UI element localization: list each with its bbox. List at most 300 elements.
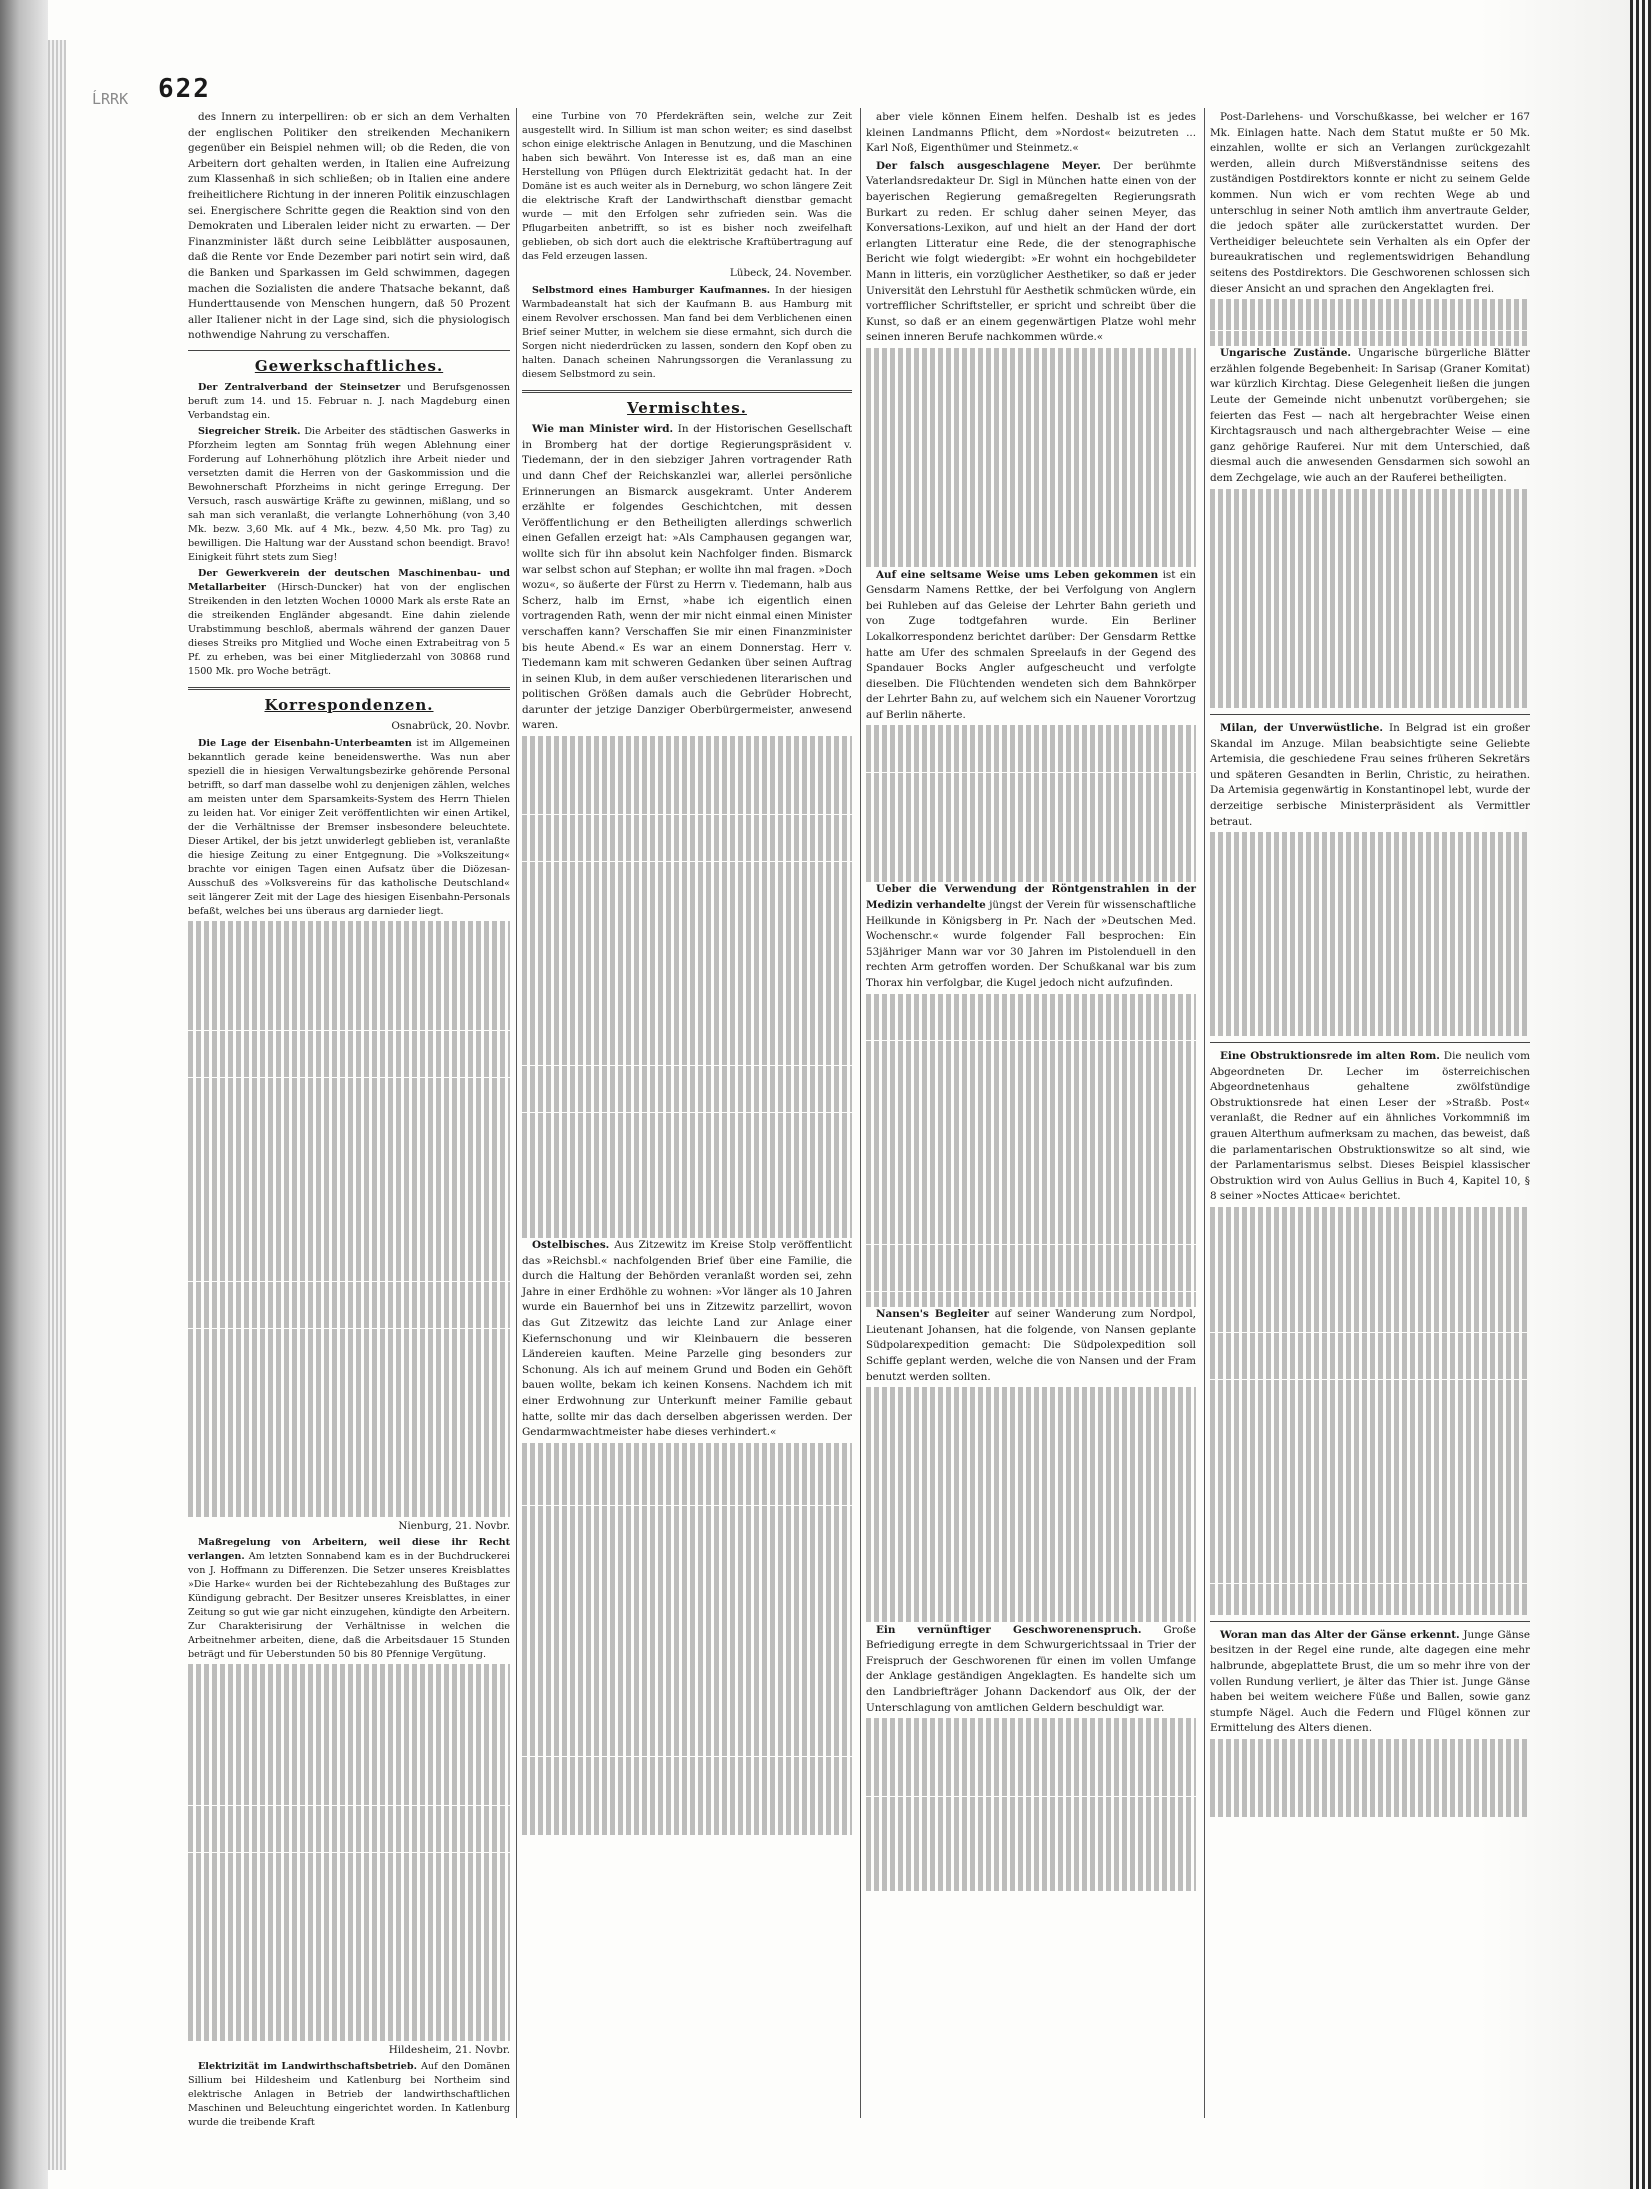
illegible-text-line <box>522 1175 852 1191</box>
illegible-text-line <box>522 909 852 925</box>
illegible-text-line <box>188 1140 510 1156</box>
illegible-text-line <box>1210 661 1530 677</box>
illegible-text-line <box>188 2009 510 2025</box>
illegible-text-line <box>1210 1301 1530 1317</box>
illegible-text-line <box>1210 489 1530 505</box>
illegible-text-line <box>188 1711 510 1727</box>
article-heading: Milan, der Unverwüstliche. <box>1220 722 1384 735</box>
section-heading: Vermischtes. <box>627 398 747 417</box>
illegible-text-line <box>522 862 852 878</box>
article-text: eine Turbine von 70 Pferdekräften sein, welche zur Zeit ausgestellt wird. In Sillium ist man schon weiter; es sind daselbst schon einige elektrische Anlagen in Benutzung, und die Maschinen haben sich bewährt. Von Interesse ist es, daß man an eine Herstellung von Pflügen durch Elektrizität gedacht hat. In der Domäne ist es auch weiter als in Derneburg, wo schon längere Zeit die elektrische Kraft der Landwirthschaft dienstbar gemacht wurde — mit den Erfolgen sehr zufrieden sein. Was die Pflugarbeiten anbetrifft, so ist es bisher noch zweifelhaft geblieben, ob sich dort auch die elektrische Kraftübertragung auf das Feld erzeugen lassen. <box>522 111 852 262</box>
illegible-text-line <box>1210 1005 1530 1021</box>
illegible-text-line <box>188 1234 510 1250</box>
illegible-text-line <box>866 489 1196 505</box>
illegible-text-line <box>188 1391 510 1407</box>
dateline: Osnabrück, 20. Novbr. <box>391 720 510 733</box>
column-rule <box>516 108 517 2118</box>
illegible-text-line <box>1210 1770 1530 1786</box>
illegible-text-line <box>1210 1802 1530 1818</box>
article-heading: Auf eine seltsame Weise ums Leben gekommen <box>876 568 1159 581</box>
illegible-text-line <box>1210 583 1530 599</box>
illegible-text-line <box>866 1781 1196 1797</box>
illegible-text-line <box>1210 911 1530 927</box>
illegible-text-line <box>522 1788 852 1804</box>
article-heading: Eine Obstruktionsrede im alten Rom. <box>1220 1050 1440 1063</box>
illegible-text-line <box>522 1458 852 1474</box>
illegible-text-line <box>866 520 1196 536</box>
illegible-text-line <box>866 1088 1196 1104</box>
illegible-text-line <box>522 830 852 846</box>
divider <box>188 687 510 690</box>
illegible-text-line <box>1210 1395 1530 1411</box>
illegible-text-line <box>188 1664 510 1680</box>
article-text: In Belgrad ist ein großer Skandal im Anzuge. Milan beabsichtigte seine Geliebte Artemisia, die geschiedene Frau seines früheren Sekretärs und späteren Gesandten in Berlin, Christic, zu heirathen. Da Artemisia gegenwärtig in Konstantinopel lebt, wurde der derzeitige serbische Ministerpräsident als Vermittler betraut. <box>1210 722 1531 828</box>
illegible-text-line <box>188 1485 510 1501</box>
article-text: Die Arbeiter des städtischen Gaswerks in Pforzheim legten am Sonntag früh wegen Ablehnung einer Forderung auf Lohnerhöhung plötzlich ihre Arbeit nieder und versetzten damit die Herren von der Gaskommission und die Bewohnerschaft Pforzheims in nicht geringe Erregung. Der Versuch, rasch auswärtige Kräfte zu gewinnen, mißlang, und so sah man sich veranlaßt, die verlangte Lohnerhöhung (von 3,40 Mk. bezw. 3,60 Mk. auf 4 Mk., bezw. 4,50 Mk. pro Tag) zu bewilligen. Die Haltung war der Ausstand schon beendigt. Bravo! Einigkeit führt stets zum Sieg! <box>188 425 511 563</box>
illegible-text-line <box>1210 1505 1530 1521</box>
illegible-text-line <box>522 1003 852 1019</box>
illegible-text-line <box>866 1749 1196 1765</box>
article-text: auf seiner Wanderung zum Nordpol, Lieutenant Johansen, hat die folgende, von Nansen geplante Südpolarexpedition gemacht: Die Südpolexpedition soll Schiffe geplant werden, welche die von Nansen und der Fram benutzt werden sollten. <box>866 1308 1196 1383</box>
illegible-text-line <box>866 505 1196 521</box>
illegible-text-line <box>188 1250 510 1266</box>
illegible-text-line <box>866 473 1196 489</box>
illegible-text-line <box>522 1474 852 1490</box>
illegible-text-line <box>1210 567 1530 583</box>
article-text: Post-Darlehens- und Vorschußkasse, bei welcher er 167 Mk. Einlagen hatte. Nach dem Statut mußte er 50 Mk. einzahlen, wollte er sich an Verlangen zurückgezahlt werden, allein durch Mißverständnisse seitens des zuständigen Postdirektors konnte er nicht zu seinem Gelde kommen. Nun wich er vom rechten Wege ab und unterschlug in seiner Noth amtlich ihm anvertraute Gelder, die jedoch später alle zurückerstattet wurden. Der Vertheidiger beleuchtete sein Verhalten als ein Opfer der bureaukratischen und reglementswidrigen Behandlung seitens des Postdirektors. Die Geschworenen schlossen sich dieser Ansicht an und sprachen den Angeklagten frei. <box>1210 111 1530 295</box>
illegible-text-line <box>1210 504 1530 520</box>
illegible-text-line <box>188 1109 510 1125</box>
article-heading: Der Gewerkverein der deutschen Maschinenbau- und Metallarbeiter <box>188 567 510 593</box>
illegible-text-line <box>866 1607 1196 1623</box>
illegible-text-line <box>866 867 1196 883</box>
illegible-text-line <box>1210 989 1530 1005</box>
illegible-text-line <box>522 767 852 783</box>
article-text: Auf den Domänen Sillium bei Hildesheim und Katlenburg bei Northeim sind elektrische Anlagen in Betrieb der landwirthschaftlichen Maschinen und Beleuchtung eingerichtet worden. In Katlenburg wurde die treibende Kraft <box>188 2061 510 2129</box>
illegible-text-line <box>188 1743 510 1759</box>
article-heading: Ueber die Verwendung der Röntgenstrahlen in der Medizin verhandelte <box>866 883 1196 911</box>
illegible-text-line <box>522 1050 852 1066</box>
illegible-text-line <box>522 956 852 972</box>
article-heading: Maßregelung von Arbeitern, weil diese ihr Recht verlangen. <box>188 1537 510 1563</box>
article-text: Große Befriedigung erregte in dem Schwurgerichtssaal in Trier der Freispruch der Geschworenen für einen im vollen Umfange der Anklage geständigen Angeklagten. Es handelte sich um den Landbriefträger Johann Dackendorf aus Olk, der der Unterschlagung von amtlichen Geldern beschuldigt war. <box>866 1623 1196 1714</box>
illegible-text-line <box>1210 1364 1530 1380</box>
illegible-text-line <box>522 1066 852 1082</box>
illegible-text-line <box>188 921 510 937</box>
illegible-text-line <box>188 1501 510 1517</box>
article-heading: Ostelbisches. <box>532 1239 610 1252</box>
illegible-text-line <box>1210 1786 1530 1802</box>
illegible-text-line <box>866 1292 1196 1308</box>
article-heading: Der falsch ausgeschlagene Meyer. <box>876 159 1101 172</box>
illegible-text-line <box>522 1521 852 1537</box>
illegible-text-line <box>866 1528 1196 1544</box>
divider <box>1210 1621 1530 1622</box>
illegible-text-line <box>522 1631 852 1647</box>
illegible-text-line <box>522 815 852 831</box>
illegible-text-line <box>188 1962 510 1978</box>
illegible-text-line <box>1210 895 1530 911</box>
illegible-text-line <box>866 1718 1196 1734</box>
page-number: 622 <box>158 74 211 104</box>
illegible-text-line <box>1210 958 1530 974</box>
illegible-text-line <box>522 1568 852 1584</box>
illegible-text-line <box>522 1725 852 1741</box>
illegible-text-line <box>866 1450 1196 1466</box>
illegible-text-line <box>188 1172 510 1188</box>
divider <box>1210 714 1530 715</box>
illegible-text-line <box>1210 832 1530 848</box>
illegible-text-line <box>522 1113 852 1129</box>
illegible-text-line <box>188 1470 510 1486</box>
dateline: Lübeck, 24. November. <box>729 267 852 279</box>
illegible-text-line <box>866 773 1196 789</box>
illegible-text-line <box>522 1537 852 1553</box>
divider <box>522 390 852 393</box>
illegible-text-line <box>188 983 510 999</box>
book-page-edge <box>48 40 66 2170</box>
illegible-text-line <box>188 1015 510 1031</box>
article-text: Die neulich vom Abgeordneten Dr. Lecher im österreichischen Abgeordnetenhaus gehaltene zwölfstündige Obstruktionsrede hat einen Leser der »Straßb. Post« veranlaßt, die Redner auf ein ähnliches Vorkommniß im grauen Alterthum aufmerksam zu machen, das beweist, daß die parlamentarischen Obstruktionswitze so alt sind, wie der Parlamentarismus selbst. Dieses Beispiel klassischer Obstruktion wird von Aulus Gellius in Buch 4, Kapitel 10, § 8 seiner »Noctes Atticae« berichtet. <box>1210 1050 1530 1203</box>
illegible-text-line <box>866 1403 1196 1419</box>
article-text: ist im Allgemeinen bekanntlich gerade keine beneidenswerthe. Was nun aber speziell die in hiesigen Verwaltungsbezirke gehörende Personal betrifft, so darf man dasselbe wohl zu denjenigen zählen, welches am meisten unter dem Sparsamkeits-System des Herrn Thielen zu leiden hat. Vor einiger Zeit veröffentlichten wir einen Artikel, der die Verhältnisse der Bremser insbesondere beleuchtete. Dieser Artikel, der bis jetzt unwiderlegt geblieben ist, veranlaßte die hiesige Zeitung zu einer Entgegnung. Die »Volkszeitung« brachte vor einigen Tagen einen Aufsatz über die Diözesan-Ausschuß des »Volksvereins für das katholische Deutschland« seit längerer Zeit mit der Lage des hiesigen Eisenbahn-Personals befaßt, welches bei uns überaus arg darnieder liegt. <box>188 737 510 917</box>
illegible-text-line <box>866 1481 1196 1497</box>
illegible-text-line <box>522 1128 852 1144</box>
illegible-text-line <box>866 458 1196 474</box>
illegible-text-line <box>188 2025 510 2041</box>
illegible-text-line <box>522 1819 852 1835</box>
illegible-text-line <box>866 1434 1196 1450</box>
illegible-text-line <box>522 1191 852 1207</box>
illegible-text-line <box>1210 1599 1530 1615</box>
illegible-text-line <box>1210 1317 1530 1333</box>
illegible-text-line <box>866 1513 1196 1529</box>
illegible-text-line <box>522 971 852 987</box>
illegible-text-line <box>522 940 852 956</box>
illegible-text-line <box>188 936 510 952</box>
article-heading: Elektrizität im Landwirthschaftsbetrieb. <box>198 2061 417 2073</box>
illegible-text-line <box>866 820 1196 836</box>
illegible-text-line <box>1210 1489 1530 1505</box>
illegible-text-line <box>522 1097 852 1113</box>
illegible-text-line <box>866 411 1196 427</box>
illegible-text-line <box>188 1994 510 2010</box>
illegible-text-line <box>1210 1739 1530 1755</box>
illegible-text-line <box>866 1197 1196 1213</box>
illegible-text-line <box>188 1266 510 1282</box>
article-heading: Ein vernünftiger Geschworenenspruch. <box>876 1623 1142 1636</box>
library-stamp: ĹRRK <box>92 90 129 108</box>
article-heading: Ungarische Zustände. <box>1220 347 1352 360</box>
illegible-text-line <box>522 799 852 815</box>
illegible-text-line <box>522 1647 852 1663</box>
illegible-text-line <box>866 1734 1196 1750</box>
illegible-text-line <box>188 1978 510 1994</box>
illegible-text-line <box>522 1772 852 1788</box>
illegible-text-line <box>1210 1552 1530 1568</box>
column-3 <box>866 110 1196 1891</box>
article-text: ist ein Gensdarm Namens Rettke, der bei Verfolgung von Anglern bei Ruhleben auf das Geleise der Lehrter Bahn gerieth und von Zuge todtgefahren wurde. Ein Berliner Lokalkorrespondenz berichtet darüber: Der Gensdarm Rettke hatte am Ufer des schmalen Spreelaufs in der Gegend des Spandauer Bocks Angler aufgescheucht und verfolgte dieselben. Die Flüchtenden wendeten sich dem Bahnkörper der Lehrter Bahn zu, auf welchem sich ein Nauener Vorortzug auf Berlin näherte. <box>866 568 1196 721</box>
illegible-text-line <box>1210 630 1530 646</box>
illegible-text-line <box>1210 536 1530 552</box>
illegible-text-line <box>866 364 1196 380</box>
illegible-text-line <box>188 1727 510 1743</box>
illegible-text-line <box>866 1419 1196 1435</box>
illegible-text-line <box>1210 942 1530 958</box>
article-heading: Der Zentralverband der Steinsetzer <box>198 381 401 393</box>
illegible-text-line <box>188 1344 510 1360</box>
article-heading: Nansen's Begleiter <box>876 1308 989 1321</box>
illegible-text-line <box>866 426 1196 442</box>
illegible-text-line <box>522 1694 852 1710</box>
illegible-text-line <box>1210 1755 1530 1771</box>
divider <box>188 350 510 351</box>
illegible-text-line <box>866 1560 1196 1576</box>
illegible-text-line <box>866 442 1196 458</box>
illegible-text-line <box>866 1166 1196 1182</box>
illegible-text-line <box>522 752 852 768</box>
illegible-text-line <box>1210 315 1530 331</box>
illegible-text-line <box>188 1947 510 1963</box>
illegible-text-line <box>522 783 852 799</box>
illegible-text-line <box>866 1213 1196 1229</box>
illegible-text-line <box>1210 1568 1530 1584</box>
illegible-text-line <box>188 1282 510 1298</box>
illegible-text-line <box>188 999 510 1015</box>
illegible-text-line <box>866 994 1196 1010</box>
illegible-text-line <box>188 1219 510 1235</box>
illegible-text-line <box>188 1329 510 1345</box>
illegible-text-line <box>866 552 1196 568</box>
illegible-text-line <box>866 1387 1196 1403</box>
illegible-text-line <box>522 1678 852 1694</box>
illegible-text-line <box>522 1741 852 1757</box>
illegible-text-line <box>188 1407 510 1423</box>
illegible-text-line <box>522 1584 852 1600</box>
illegible-text-line <box>522 1600 852 1616</box>
illegible-text-line <box>866 1466 1196 1482</box>
article-text: (Hirsch-Duncker) hat von der englischen Streikenden in den letzten Wochen 10000 Mark als erste Rate an die streikenden Engländer abgesandt. Eine dahin zielende Urabstimmung beschloß, abermals während der ganzen Dauer dieses Streiks pro Mitglied und Woche einen Extrabeitrag von 5 Pf. zu erheben, was bei einer Mitgliederzahl von 30868 rund 1500 Mk. pro Woche beträgt. <box>188 581 510 677</box>
illegible-text-line <box>188 968 510 984</box>
section-heading: Korrespondenzen. <box>264 695 434 714</box>
illegible-text-line <box>188 1900 510 1916</box>
illegible-text-line <box>866 1276 1196 1292</box>
illegible-text-line <box>188 1915 510 1931</box>
illegible-text-line <box>188 1203 510 1219</box>
illegible-text-line <box>866 1119 1196 1135</box>
illegible-text-line <box>522 1662 852 1678</box>
illegible-text-line <box>1210 1411 1530 1427</box>
article-text: aber viele können Einem helfen. Deshalb ist es jedes kleinen Landmanns Pflicht, dem »Nordost« beizutreten ... Karl Noß, Eigenthümer und Steinmetz.« <box>866 111 1196 155</box>
illegible-text-line <box>188 1078 510 1094</box>
article-heading: Wie man Minister wird. <box>532 423 674 436</box>
article-text: In der Historischen Gesellschaft in Bromberg hat der dortige Regierungspräsident v. Tiedemann, der in den siebziger Jahren vortragender Rath und dann Chef der Reichskanzlei war, allerlei persönliche Erinnerungen an Bismarck ausgekramt. Unter Anderem erzählte er folgendes Geschichtchen, mit dessen Veröffentlichung er den Betheiligten allerdings schwerlich einen Gefallen erzeigt hat: »Als Camphausen gegangen war, wollte sich für ihn absolut kein Nachfolger finden. Bismarck war selbst schon auf Stephan; er wollte ihn mal fragen. »Doch wozu«, so äußerte der Fürst zu Herrn v. Tiedemann, halb aus Scherz, halb im Ernst, »habe ich eigentlich einen vortragenden Rath, wenn der mir nicht einmal einen Minister verschaffen kann? Verschaffen Sie mir einen Finanzminister bis heute Abend.« Es war an einem Donnerstag. Herr v. Tiedemann kam mit schweren Gedanken über seinen Auftrag in seinen Klub, in dem außer verschiedenen literarischen und politischen Größen damals auch die Gebrüder Hobrecht, darunter der jetzige Danziger Oberbürgermeister, anwesend waren. <box>522 423 852 732</box>
illegible-text-line <box>866 757 1196 773</box>
illegible-text-line <box>522 1081 852 1097</box>
illegible-text-line <box>188 1438 510 1454</box>
illegible-text-line <box>866 1072 1196 1088</box>
illegible-text-line <box>1210 973 1530 989</box>
article-text: Am letzten Sonnabend kam es in der Buchdruckerei von J. Hoffmann zu Differenzen. Die Setzer unseres Kreisblattes »Die Harke« wurden bei der Richtebezahlung des Bußtages zur Kündigung gebracht. Der Besitzer unseres Kreisblattes, in einer Zeitung so gut wie gar nicht einzugehen, kündigte den Arbeitern. Zur Charakterisirung der Verhältnisse in welchen die Arbeitnehmer arbeiten, diene, daß die Arbeitsdauer 15 Stunden beträgt und für Ueberstunden 50 bis 80 Pfennige Vergütung. <box>188 1551 510 1661</box>
illegible-text-line <box>1210 1458 1530 1474</box>
illegible-text-line <box>522 877 852 893</box>
illegible-text-line <box>188 1423 510 1439</box>
illegible-text-line <box>188 1853 510 1869</box>
illegible-text-line <box>522 987 852 1003</box>
illegible-text-line <box>866 1812 1196 1828</box>
illegible-text-line <box>188 1774 510 1790</box>
section-heading: Gewerkschaftliches. <box>254 356 444 375</box>
illegible-text-line <box>522 846 852 862</box>
dateline: Nienburg, 21. Novbr. <box>398 1519 510 1532</box>
illegible-text-line <box>522 1160 852 1176</box>
illegible-text-line <box>188 1187 510 1203</box>
illegible-text-line <box>866 1828 1196 1844</box>
article-heading: Woran man das Alter der Gänse erkennt. <box>1220 1628 1460 1641</box>
illegible-text-line <box>1210 692 1530 708</box>
column-1 <box>188 110 510 2132</box>
illegible-text-line <box>1210 677 1530 693</box>
illegible-text-line <box>188 1031 510 1047</box>
illegible-text-line <box>188 1297 510 1313</box>
illegible-text-line <box>866 1544 1196 1560</box>
illegible-text-line <box>188 1360 510 1376</box>
illegible-text-line <box>522 1018 852 1034</box>
illegible-text-line <box>522 1222 852 1238</box>
illegible-text-line <box>1210 551 1530 567</box>
illegible-text-line <box>188 1376 510 1392</box>
illegible-text-line <box>866 348 1196 364</box>
illegible-text-line <box>188 1046 510 1062</box>
illegible-text-line <box>1210 1223 1530 1239</box>
illegible-text-line <box>866 1844 1196 1860</box>
article-text: Junge Gänse besitzen in der Regel eine runde, alte dagegen eine mehr halbrunde, abgeplattete Brust, die um so mehr ihre von der vollen Rundung verliert, je älter das Thier ist. Junge Gänse haben bei weitem weichere Füße und Ballen, sowie ganz stumpfe Nägel. Auch die Federn und Flügel können zur Ermittelung des Alters dienen. <box>1210 1628 1531 1735</box>
illegible-text-line <box>866 835 1196 851</box>
illegible-text-line <box>1210 879 1530 895</box>
illegible-text-line <box>188 1806 510 1822</box>
article-text: Ungarische bürgerliche Blätter erzählen folgende Begebenheit: In Sarisap (Graner Komitat) war kürzlich Kirchtag. Diese Gelegenheit ließen die jungen Leute der Gemeinde nicht unbenutzt vorübergehen; sie feierten das Fest — nach alt hergebrachter Weise einen Kirchtagsrausch und nach althergebrachter Weise — eine ganz gehörige Rauferei. Nur mit dem Unterschied, daß diesmal auch die anwesenden Gensdarmen sich sowohl an dem Zechgelage, wie auch an der Rauferei betheiligten. <box>1210 347 1530 484</box>
illegible-text-line <box>522 1034 852 1050</box>
illegible-text-line <box>866 741 1196 757</box>
page-stack-edge <box>1630 0 1652 2189</box>
illegible-text-line <box>866 1875 1196 1891</box>
illegible-text-line <box>866 1797 1196 1813</box>
illegible-text-line <box>188 1093 510 1109</box>
illegible-text-line <box>866 395 1196 411</box>
illegible-text-line <box>866 1041 1196 1057</box>
illegible-text-line <box>188 1868 510 1884</box>
illegible-text-line <box>866 379 1196 395</box>
book-spine <box>0 0 48 2189</box>
illegible-text-line <box>1210 1285 1530 1301</box>
illegible-text-line <box>1210 598 1530 614</box>
illegible-text-line <box>188 1156 510 1172</box>
illegible-text-line <box>188 1125 510 1141</box>
illegible-text-line <box>522 1207 852 1223</box>
illegible-text-line <box>866 1591 1196 1607</box>
illegible-text-line <box>1210 520 1530 536</box>
illegible-text-line <box>866 1765 1196 1781</box>
illegible-text-line <box>1210 848 1530 864</box>
illegible-text-line <box>522 1804 852 1820</box>
illegible-text-line <box>866 1575 1196 1591</box>
illegible-text-line <box>522 736 852 752</box>
illegible-text-line <box>866 1260 1196 1276</box>
illegible-text-line <box>1210 1020 1530 1036</box>
illegible-text-line <box>188 1837 510 1853</box>
illegible-text-line <box>866 1025 1196 1041</box>
illegible-text-line <box>1210 1333 1530 1349</box>
illegible-text-line <box>1210 331 1530 347</box>
article-text: jüngst der Verein für wissenschaftliche Heilkunde in Königsberg in Pr. Nach der »Deutschen Med. Wochenschr.« wurde folgender Fall besprochen: Ein 53jähriger Mann war vor 30 Jahren im Pistolenduell in den rechten Arm getroffen worden. Der Schußkanal war bis zum Thorax hin verfolgbar, die Kugel jedoch nicht aufzufinden. <box>866 898 1197 989</box>
illegible-text-line <box>1210 1207 1530 1223</box>
illegible-text-line <box>188 1931 510 1947</box>
illegible-text-line <box>188 1454 510 1470</box>
illegible-text-line <box>1210 1427 1530 1443</box>
illegible-text-line <box>866 851 1196 867</box>
illegible-text-line <box>1210 299 1530 315</box>
illegible-text-line <box>188 1884 510 1900</box>
illegible-text-line <box>188 1821 510 1837</box>
illegible-text-line <box>866 1135 1196 1151</box>
illegible-text-line <box>1210 645 1530 661</box>
column-4 <box>1210 110 1530 1817</box>
article-text: und Berufsgenossen beruft zum 14. und 15. Februar n. J. nach Magdeburg einen Verbandstag ein. <box>188 381 510 421</box>
illegible-text-line <box>866 1056 1196 1072</box>
dateline: Hildesheim, 21. Novbr. <box>388 2043 510 2056</box>
illegible-text-line <box>522 1490 852 1506</box>
illegible-text-line <box>522 1506 852 1522</box>
article-text: In der hiesigen Warmbadeanstalt hat sich der Kaufmann B. aus Hamburg mit einem Revolver erschossen. Man fand bei dem Verblichenen einen Brief seiner Mutter, in welchem sie diese ermahnt, sich durch die Sorgen nicht niederdrücken zu lassen, sondern den Kopf oben zu halten. Danach scheinen Nahrungssorgen die Veranlassung zu diesem Selbstmord zu sein. <box>522 284 852 380</box>
article-heading: Siegreicher Streik. <box>198 425 301 437</box>
illegible-text-line <box>522 1615 852 1631</box>
illegible-text-line <box>188 1062 510 1078</box>
illegible-text-line <box>1210 1270 1530 1286</box>
illegible-text-line <box>522 1443 852 1459</box>
illegible-text-line <box>1210 1348 1530 1364</box>
article-heading: Selbstmord eines Hamburger Kaufmannes. <box>532 284 771 296</box>
illegible-text-line <box>188 1680 510 1696</box>
illegible-text-line <box>866 1150 1196 1166</box>
illegible-text-line <box>522 1144 852 1160</box>
illegible-text-line <box>866 1182 1196 1198</box>
column-rule <box>860 108 861 2118</box>
divider <box>1210 1042 1530 1043</box>
article-text: des Innern zu interpelliren: ob er sich an dem Verhalten der englischen Politiker den streikenden Mechanikern gegenüber ein Beispiel nehmen will; ob die Reden, die von Arbeitern dort gehalten werden, in Italien eine Aufreizung zum Klassenhaß in sich schließen; ob in Italien eine andere freiheitlichere Richtung in der inneren Politik einzuschlagen sei. Energischere Schritte gegen die Reaktion sind von den Demokraten und Liberalen leider nicht zu erwarten. — Der Finanzminister läßt durch seine Leibblätter ausposaunen, daß die Rente vor Ende Dezember pari notirt sein wird, daß die Banken und Sparkassen im Geld schwimmen, dagegen machen die Sozialisten die andere Thatsache bekannt, daß Hunderttausende von Menschen hungern, daß 50 Prozent aller Italiener nicht in der Lage sind, sich die physiologisch nothwendige Nahrung zu verschaffen. <box>188 111 510 342</box>
illegible-text-line <box>522 1757 852 1773</box>
illegible-text-line <box>866 804 1196 820</box>
illegible-text-line <box>866 725 1196 741</box>
column-rule <box>1204 108 1205 2118</box>
illegible-text-line <box>866 1497 1196 1513</box>
illegible-text-line <box>866 1245 1196 1261</box>
illegible-text-line <box>866 1103 1196 1119</box>
illegible-text-line <box>1210 926 1530 942</box>
illegible-text-line <box>188 1758 510 1774</box>
illegible-text-line <box>1210 1536 1530 1552</box>
illegible-text-line <box>866 536 1196 552</box>
illegible-text-line <box>1210 1474 1530 1490</box>
illegible-text-line <box>522 924 852 940</box>
column-2 <box>522 110 852 1835</box>
illegible-text-line <box>1210 614 1530 630</box>
article-text: Aus Zitzewitz im Kreise Stolp veröffentlicht das »Reichsbl.« nachfolgenden Brief über eine Familie, die durch die Haltung der Behörden veranlaßt worden sei, zehn Jahre in einer Erdhöhle zu wohnen: »Vor länger als 10 Jahren wurde ein Bauernhof bei uns in Zitzewitz parzellirt, wovon das Gut Zitzewitz das leichte Land zur Anlage einer Kiefernschonung und wir Kleinbauern die besseren Ländereien kauften. Meine Parzelle ging besonders zur Schonung. Als ich auf meinem Grund und Boden ein Gehöft bauen wollte, bekam ich keinen Konsens. Nachdem ich mit einer Erdwohnung zur Unterkunft meiner Familie gebaut hatte, sollte mir das dach derselben abgerissen werden. Der Gendarmwachtmeister habe dieses verhindert.« <box>522 1239 852 1439</box>
illegible-text-line <box>188 1313 510 1329</box>
article-text: Der berühmte Vaterlandsredakteur Dr. Sigl in München hatte einen von der bayerischen Regierung gemaßregelten Regierungsrath Burkart zu reden. Er schlug daher seinen Meyer, das Konversations-Lexikon, auf und hielt an der Hand der dort erlangten Litteratur eine Rede, die der stenographische Bericht wie folgt wiedergibt: »Er wohnt ein hochgebildeter Mann in litteris, ein vorzüglicher Aesthetiker, so daß er jeder Universität den Lehrstuhl für Aesthetik schmücken würde, ein vortrefflicher Schriftsteller, er spricht und schreibt über die Kunst, so daß er an einem gegenwärtigen Platze wohl mehr seinen inneren Berufe nachkommen würde.« <box>866 159 1196 344</box>
illegible-text-line <box>1210 1254 1530 1270</box>
illegible-text-line <box>1210 1380 1530 1396</box>
illegible-text-line <box>188 952 510 968</box>
